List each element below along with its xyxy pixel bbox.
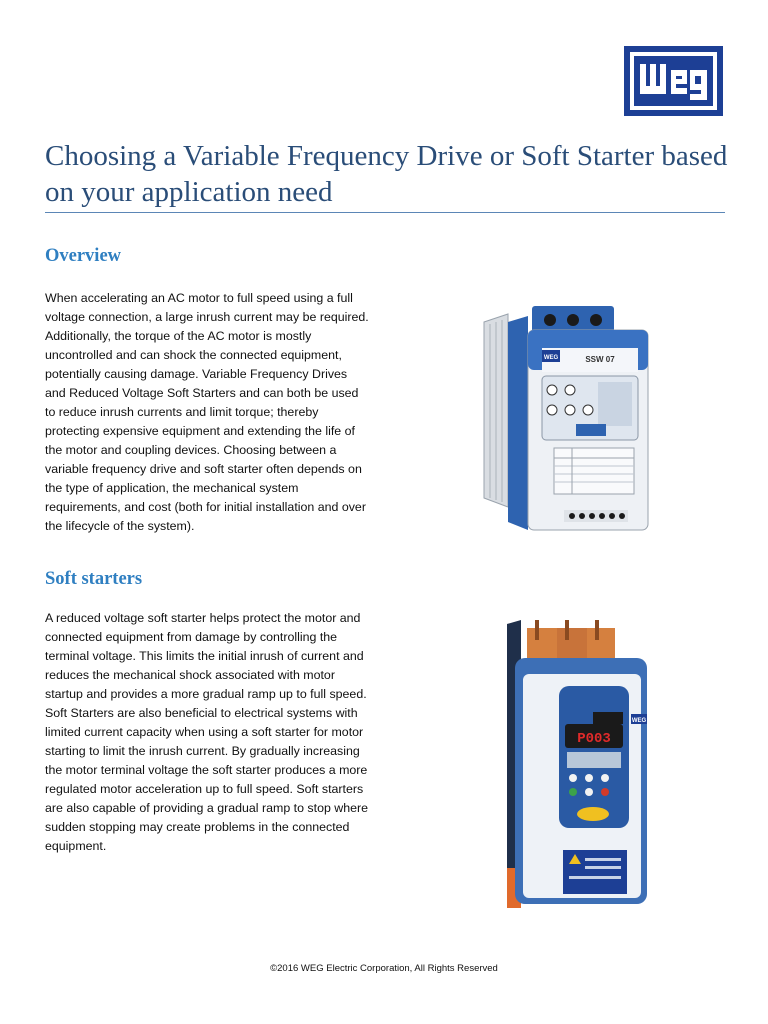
soft-starters-paragraph: A reduced voltage soft starter helps protect the motor and connected equipment from damage by controlling the terminal voltage. This limits the initial inrush of current and reduces the mechanical shock associated with motor startup and provides a more gradual ramp up to full speed. Soft Starters are also beneficial to electrical systems with limited current capacity when using a soft starter for motor starting to limit the inrush current. By gradually increasing the motor terminal voltage the soft starter produces a more regulated motor acceleration up to full speed. Soft starters are also capable of providing a gradual ramp to stop where sudden stopping may create problems in the connected equipment. <box>45 611 369 853</box>
ssw07-brand-mark: WEG <box>543 355 559 361</box>
ssw06-brand-mark: WEG <box>631 718 647 724</box>
section-heading-overview: Overview <box>45 246 122 266</box>
ssw07-soft-starter-image <box>480 302 650 540</box>
ssw07-badge: SSW 07 <box>585 355 615 364</box>
weg-logo <box>624 46 723 116</box>
overview-paragraph: When accelerating an AC motor to full speed using a full voltage connection, a large inrush current may be required. Additionally, the torque of the AC motor is mostly uncontrolled and can shock the connected equipment, potentially causing damage. Variable Frequency Drives and Reduced Voltage Soft Starters and can both be used to reduce inrush currents and limit torque; thereby protecting expensive equipment and extending the life of the motor and coupling devices. Choosing between a variable frequency drive and soft starter often depends on the type of application, the mechanical system requirements, and cost (both for initial installation and over the lifecycle of the system). <box>45 291 369 533</box>
title-divider <box>45 212 725 213</box>
ssw06-display: P003 <box>577 731 611 747</box>
section-heading-soft-starters: Soft starters <box>45 569 143 589</box>
page-title: Choosing a Variable Frequency Drive or Soft Starter based on your application need <box>45 140 728 208</box>
ssw06-soft-starter-image <box>505 618 650 910</box>
copyright-footer: ©2016 WEG Electric Corporation, All Rights Reserved <box>270 963 498 974</box>
